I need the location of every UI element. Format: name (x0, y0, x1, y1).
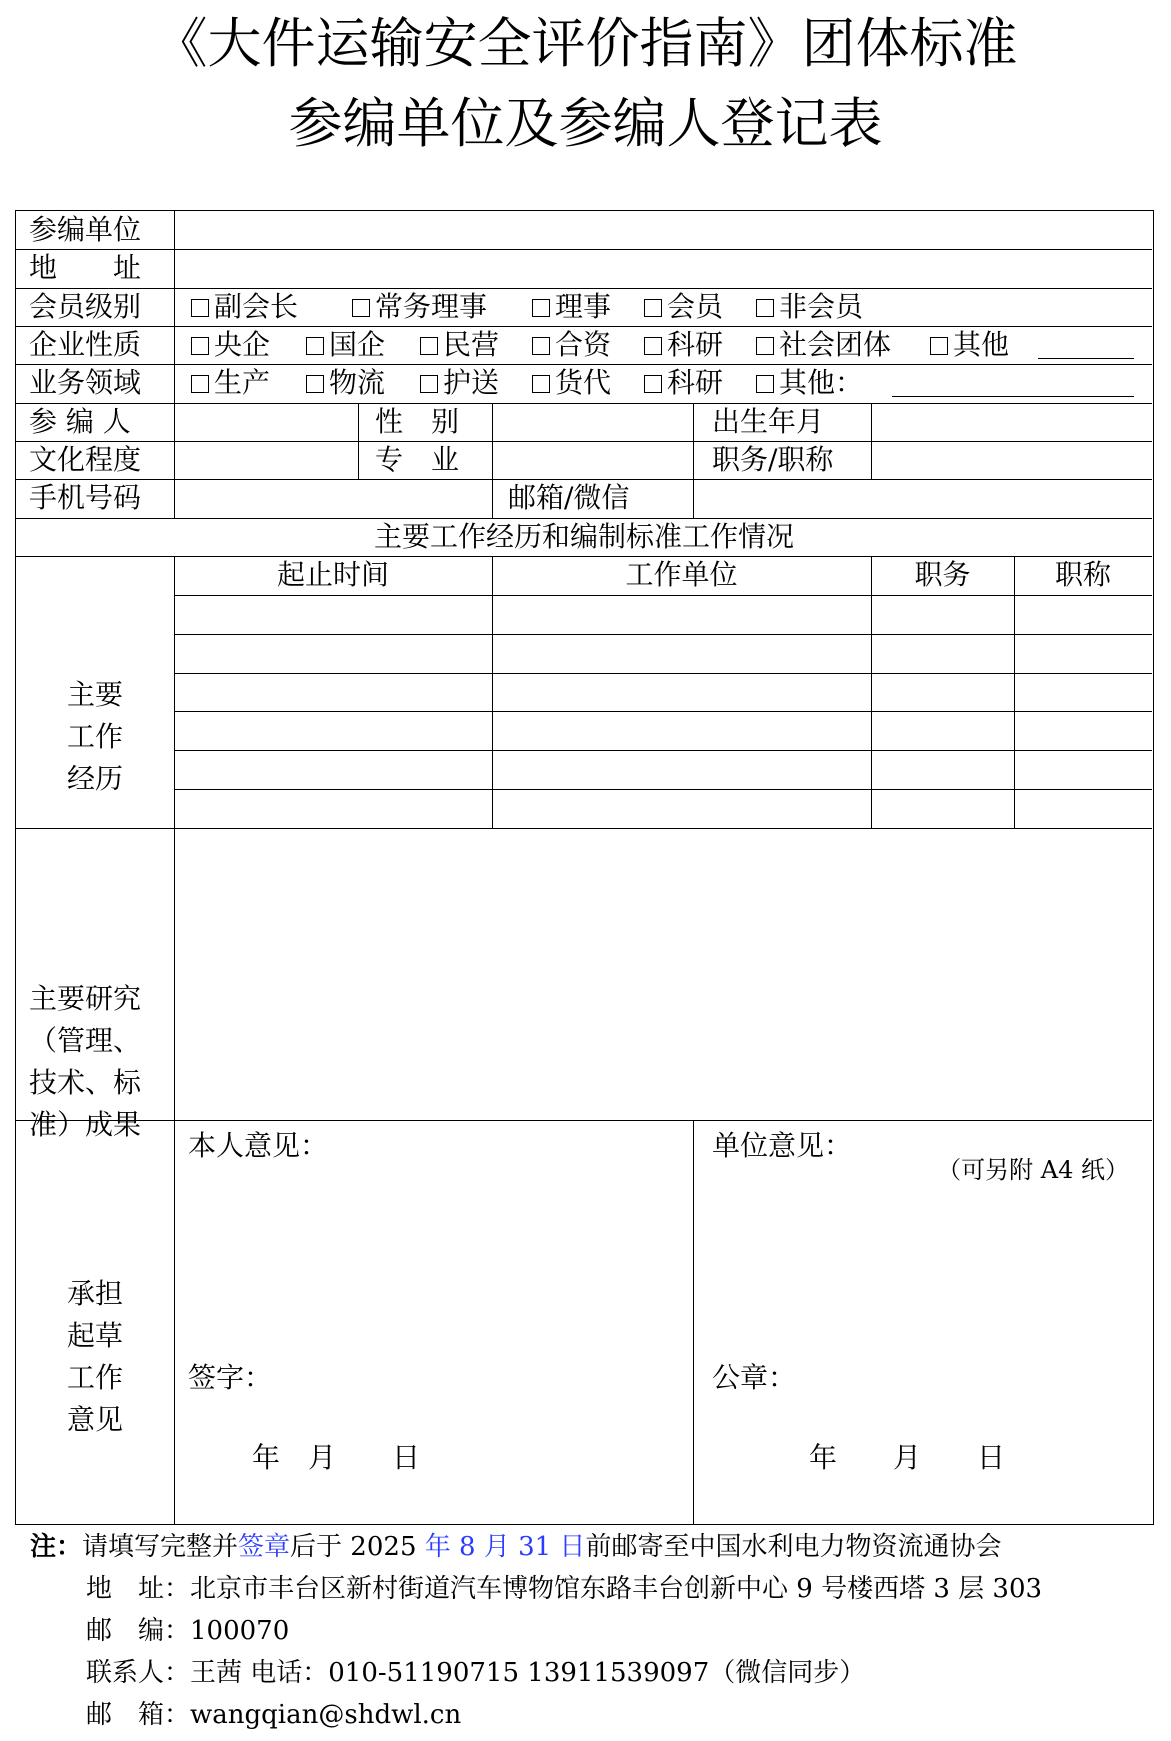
note-contact: 联系人：王茜 电话：010-51190715 13911539097（微信同步） (86, 1658, 866, 1688)
col-divider (1014, 556, 1015, 828)
attach-note: （可另附 A4 纸） (937, 1156, 1129, 1184)
checkbox-icon (644, 299, 662, 317)
unit-label: 参编单位 (29, 213, 142, 246)
section-title: 主要工作经历和编制标准工作情况 (373, 520, 794, 553)
row-divider (16, 828, 1152, 829)
checkbox-research-area[interactable]: 科研 (644, 366, 723, 400)
header-post: 职务 (914, 558, 971, 591)
col-divider (871, 556, 872, 828)
header-employer: 工作单位 (625, 558, 738, 591)
checkbox-icon (352, 299, 370, 317)
col-divider (492, 403, 493, 518)
member-level-label: 会员级别 (29, 290, 142, 323)
position-label: 职务/职称 (712, 443, 834, 476)
email-label: 邮箱/微信 (508, 481, 630, 514)
header-period: 起止时间 (276, 558, 389, 591)
checkbox-vice-president[interactable]: 副会长 (191, 290, 298, 324)
research-label: （管理、 (29, 1024, 142, 1057)
checkbox-icon (420, 375, 438, 393)
checkbox-social-group[interactable]: 社会团体 (756, 328, 891, 362)
row-divider (174, 673, 1152, 674)
checkbox-icon (644, 375, 662, 393)
research-label: 准）成果 (29, 1108, 142, 1141)
row-divider (16, 364, 1152, 365)
checkbox-icon (930, 337, 948, 355)
row-divider (174, 789, 1152, 790)
gender-label: 性 别 (375, 405, 460, 438)
checkbox-other-type[interactable]: 其他 (930, 328, 1009, 362)
birth-label: 出生年月 (712, 405, 825, 438)
row-divider (16, 288, 1152, 289)
education-label: 文化程度 (29, 443, 142, 476)
checkbox-joint-venture[interactable]: 合资 (532, 328, 611, 362)
row-divider (174, 711, 1152, 712)
col-divider (358, 403, 359, 480)
checkbox-icon (532, 299, 550, 317)
checkbox-private[interactable]: 民营 (420, 328, 499, 362)
registration-form (15, 210, 1154, 1525)
note-address: 地 址：北京市丰台区新村街道汽车博物馆东路丰台创新中心 9 号楼西塔 3 层 303 (86, 1574, 1043, 1604)
other-type-blank[interactable] (1038, 358, 1134, 359)
signature-label: 签字： (188, 1361, 273, 1394)
date-right: 年 月 日 (809, 1441, 1006, 1474)
checkbox-icon (756, 375, 774, 393)
research-label: 技术、标 (29, 1066, 142, 1099)
work-history-label: 经历 (66, 762, 123, 795)
col-divider (174, 556, 175, 1524)
checkbox-icon (191, 375, 209, 393)
checkbox-member[interactable]: 会员 (644, 290, 723, 324)
checkbox-icon (420, 337, 438, 355)
person-label: 参 编 人 (29, 405, 131, 438)
checkbox-logistics[interactable]: 物流 (306, 366, 385, 400)
checkbox-state-owned[interactable]: 国企 (306, 328, 385, 362)
row-divider (16, 479, 1152, 480)
opinion-label: 承担 (66, 1277, 123, 1310)
checkbox-director[interactable]: 理事 (532, 290, 611, 324)
row-divider (174, 595, 1152, 596)
seal-highlight: 签章 (238, 1532, 291, 1562)
row-divider (174, 750, 1152, 751)
checkbox-other-area[interactable]: 其他： (756, 366, 863, 400)
checkbox-icon (756, 299, 774, 317)
checkbox-non-member[interactable]: 非会员 (756, 290, 863, 324)
seal-label: 公章： (712, 1361, 797, 1394)
unit-opinion-label: 单位意见： (712, 1129, 853, 1162)
checkbox-executive-director[interactable]: 常务理事 (352, 290, 487, 324)
checkbox-escort[interactable]: 护送 (420, 366, 499, 400)
address-label: 地 址 (29, 251, 142, 284)
major-label: 专 业 (375, 443, 460, 476)
deadline-highlight: 年 8 月 31 日 (424, 1532, 586, 1562)
row-divider (16, 556, 1152, 557)
checkbox-production[interactable]: 生产 (191, 366, 270, 400)
checkbox-research[interactable]: 科研 (644, 328, 723, 362)
checkbox-icon (191, 337, 209, 355)
research-label: 主要研究 (29, 982, 142, 1015)
other-area-blank[interactable] (892, 396, 1134, 397)
opinion-label: 意见 (66, 1403, 123, 1436)
row-divider (16, 1120, 1152, 1121)
enterprise-type-label: 企业性质 (29, 328, 142, 361)
business-area-label: 业务领域 (29, 366, 142, 399)
row-divider (16, 518, 1152, 519)
row-divider (16, 441, 1152, 442)
opinion-label: 起草 (66, 1319, 123, 1352)
checkbox-icon (532, 375, 550, 393)
row-divider (16, 249, 1152, 250)
document-title: 《大件运输安全评价指南》团体标准 (153, 12, 1018, 75)
header-title: 职称 (1054, 558, 1111, 591)
note-postcode: 邮 编：100070 (86, 1616, 290, 1646)
checkbox-icon (306, 375, 324, 393)
checkbox-icon (756, 337, 774, 355)
note-line-1: 注：请填写完整并签章后于 2025 年 8 月 31 日前邮寄至中国水利电力物资流通协会 (30, 1532, 1002, 1562)
note-email: 邮 箱：wangqian@shdwl.cn (86, 1700, 462, 1730)
row-divider (16, 326, 1152, 327)
col-divider (693, 403, 694, 518)
row-divider (16, 403, 1152, 404)
date-left: 年 月 日 (252, 1441, 421, 1474)
checkbox-forwarding[interactable]: 货代 (532, 366, 611, 400)
row-divider (174, 634, 1152, 635)
self-opinion-label: 本人意见： (188, 1129, 329, 1162)
col-divider (871, 403, 872, 480)
work-history-label: 工作 (66, 720, 123, 753)
phone-label: 手机号码 (29, 481, 142, 514)
opinion-label: 工作 (66, 1361, 123, 1394)
checkbox-icon (306, 337, 324, 355)
work-history-label: 主要 (66, 678, 123, 711)
checkbox-icon (644, 337, 662, 355)
checkbox-icon (532, 337, 550, 355)
checkbox-central-soe[interactable]: 央企 (191, 328, 270, 362)
col-divider (492, 556, 493, 828)
checkbox-icon (191, 299, 209, 317)
col-divider (174, 211, 175, 518)
document-subtitle: 参编单位及参编人登记表 (288, 92, 883, 155)
col-divider (693, 1120, 694, 1524)
note-prefix: 注： (30, 1532, 83, 1562)
